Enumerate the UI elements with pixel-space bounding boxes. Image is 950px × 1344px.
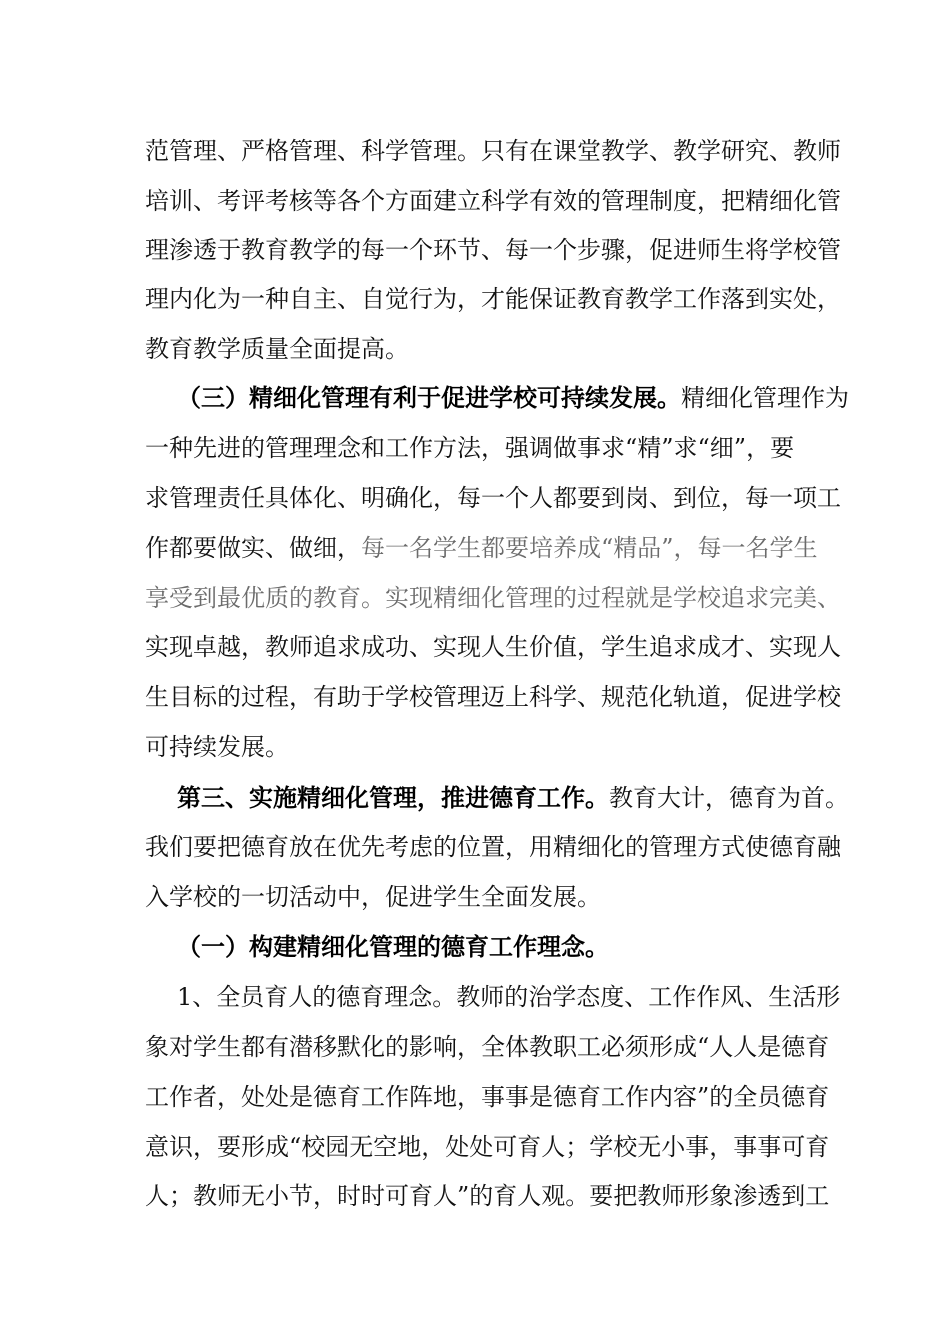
subsection-heading-line (177, 929, 609, 965)
text-line (145, 729, 289, 765)
subsection-heading: （三）精细化管理有利于促进学校可持续发展。 (177, 384, 681, 412)
subsection-heading-line (177, 380, 849, 416)
text-line (145, 580, 841, 616)
line-text: 教育教学质量全面提高。 (145, 335, 409, 363)
text-line (145, 629, 841, 665)
line-text: 培训、考评考核等各个方面建立科学有效的管理制度，把精细化管 (145, 187, 841, 215)
line-text: 象对学生都有潜移默化的影响，全体教职工必须形成“人人是德育 (145, 1033, 830, 1061)
line-text: 精细化管理作为 (681, 384, 849, 412)
line-text: 求管理责任具体化、明确化，每一个人都要到岗、到位，每一项工 (145, 484, 841, 512)
text-line (145, 879, 601, 915)
section-heading: 第三、实施精细化管理，推进德育工作。 (177, 784, 609, 812)
text-line (145, 331, 409, 367)
text-line (145, 133, 841, 169)
line-text: 理渗透于教育教学的每一个环节、每一个步骤，促进师生将学校管 (145, 236, 841, 264)
text-line (145, 281, 841, 317)
subsection-heading: （一）构建精细化管理的德育工作理念。 (177, 933, 609, 961)
text-line (145, 183, 841, 219)
line-text: 作都要做实、做细， (145, 534, 361, 562)
line-text: 实现卓越，教师追求成功、实现人生价值，学生追求成才、实现人 (145, 633, 841, 661)
text-line (145, 430, 794, 466)
text-line (177, 979, 840, 1015)
text-line (145, 232, 841, 268)
line-text: 教育大计，德育为首。 (609, 784, 849, 812)
line-text: 1、全员育人的德育理念。教师的治学态度、工作作风、生活形 (177, 983, 841, 1011)
text-line (145, 829, 841, 865)
line-text-gray: 每一名学生都要培养成“精品”，每一名学生 (361, 534, 818, 562)
text-line (145, 1029, 829, 1065)
line-text: 工作者，处处是德育工作阵地，事事是德育工作内容”的全员德育 (145, 1083, 830, 1111)
text-line (145, 480, 841, 516)
line-text: 入学校的一切活动中，促进学生全面发展。 (145, 883, 601, 911)
line-text: 可持续发展。 (145, 733, 289, 761)
line-text: 人；教师无小节，时时可育人”的育人观。要把教师形象渗透到工 (145, 1182, 830, 1210)
text-line (145, 1079, 829, 1115)
text-line (145, 1178, 829, 1214)
text-line (145, 679, 841, 715)
line-text: 范管理、严格管理、科学管理。只有在课堂教学、教学研究、教师 (145, 137, 841, 165)
line-text: 意识，要形成“校园无空地，处处可育人；学校无小事，事事可育 (145, 1133, 830, 1161)
section-heading-line (177, 780, 849, 816)
line-text: 生目标的过程，有助于学校管理迈上科学、规范化轨道，促进学校 (145, 683, 841, 711)
text-line (145, 1129, 829, 1165)
text-line (145, 530, 818, 566)
line-text: 我们要把德育放在优先考虑的位置，用精细化的管理方式使德育融 (145, 833, 841, 861)
line-text: 理内化为一种自主、自觉行为，才能保证教育教学工作落到实处， (145, 285, 841, 313)
line-text: 一种先进的管理理念和工作方法，强调做事求“精”求“细”，要 (145, 434, 795, 462)
line-text: 享受到最优质的教育。实现精细化管理的过程就是学校追求完美、 (145, 584, 841, 612)
